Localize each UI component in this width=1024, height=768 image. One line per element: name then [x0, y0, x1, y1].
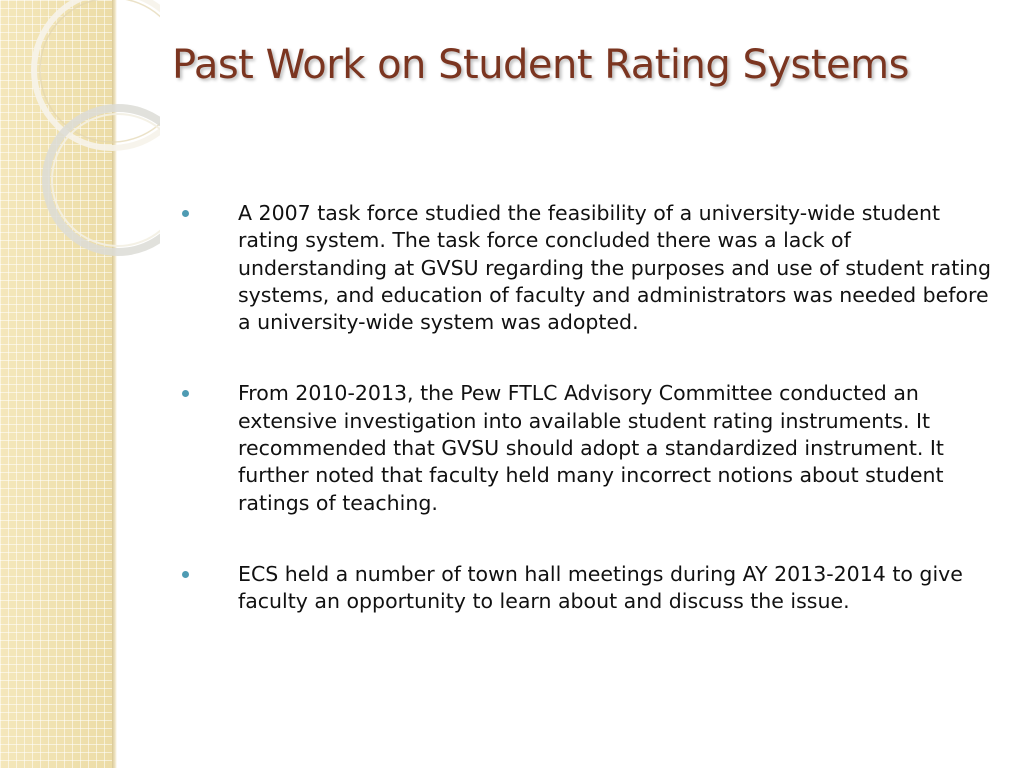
- slide-title: Past Work on Student Rating Systems: [172, 42, 909, 88]
- decorative-rings-icon: [0, 0, 160, 260]
- circle-bullet-icon: [182, 210, 189, 217]
- bullet-item: [182, 380, 992, 516]
- bullet-list: [182, 200, 992, 660]
- decorative-ring-lower: [46, 108, 160, 252]
- decorative-ring-upper-shadow: [40, 0, 160, 142]
- decorative-ring-upper: [34, 0, 160, 148]
- bullet-text: From 2010-2013, the Pew FTLC Advisory Committee conducted an extensive investigation into available student rating instruments. It recommended that GVSU should adopt a standardized instrument. It further noted that faculty held many incorrect notions about student ratings of teaching.: [238, 381, 944, 515]
- bullet-item: [182, 200, 992, 336]
- circle-bullet-icon: [182, 571, 189, 578]
- circle-bullet-icon: [182, 390, 189, 397]
- bullet-text: ECS held a number of town hall meetings during AY 2013-2014 to give faculty an opportunity to learn about and discuss the issue.: [238, 561, 963, 614]
- bullet-text: A 2007 task force studied the feasibility of a university-wide student rating system. The task force concluded there was a lack of understanding at GVSU regarding the purposes and use of student rating systems, and education of faculty and administrators was needed before a university-wide system was adopted.: [238, 201, 991, 335]
- bullet-item: [182, 561, 992, 616]
